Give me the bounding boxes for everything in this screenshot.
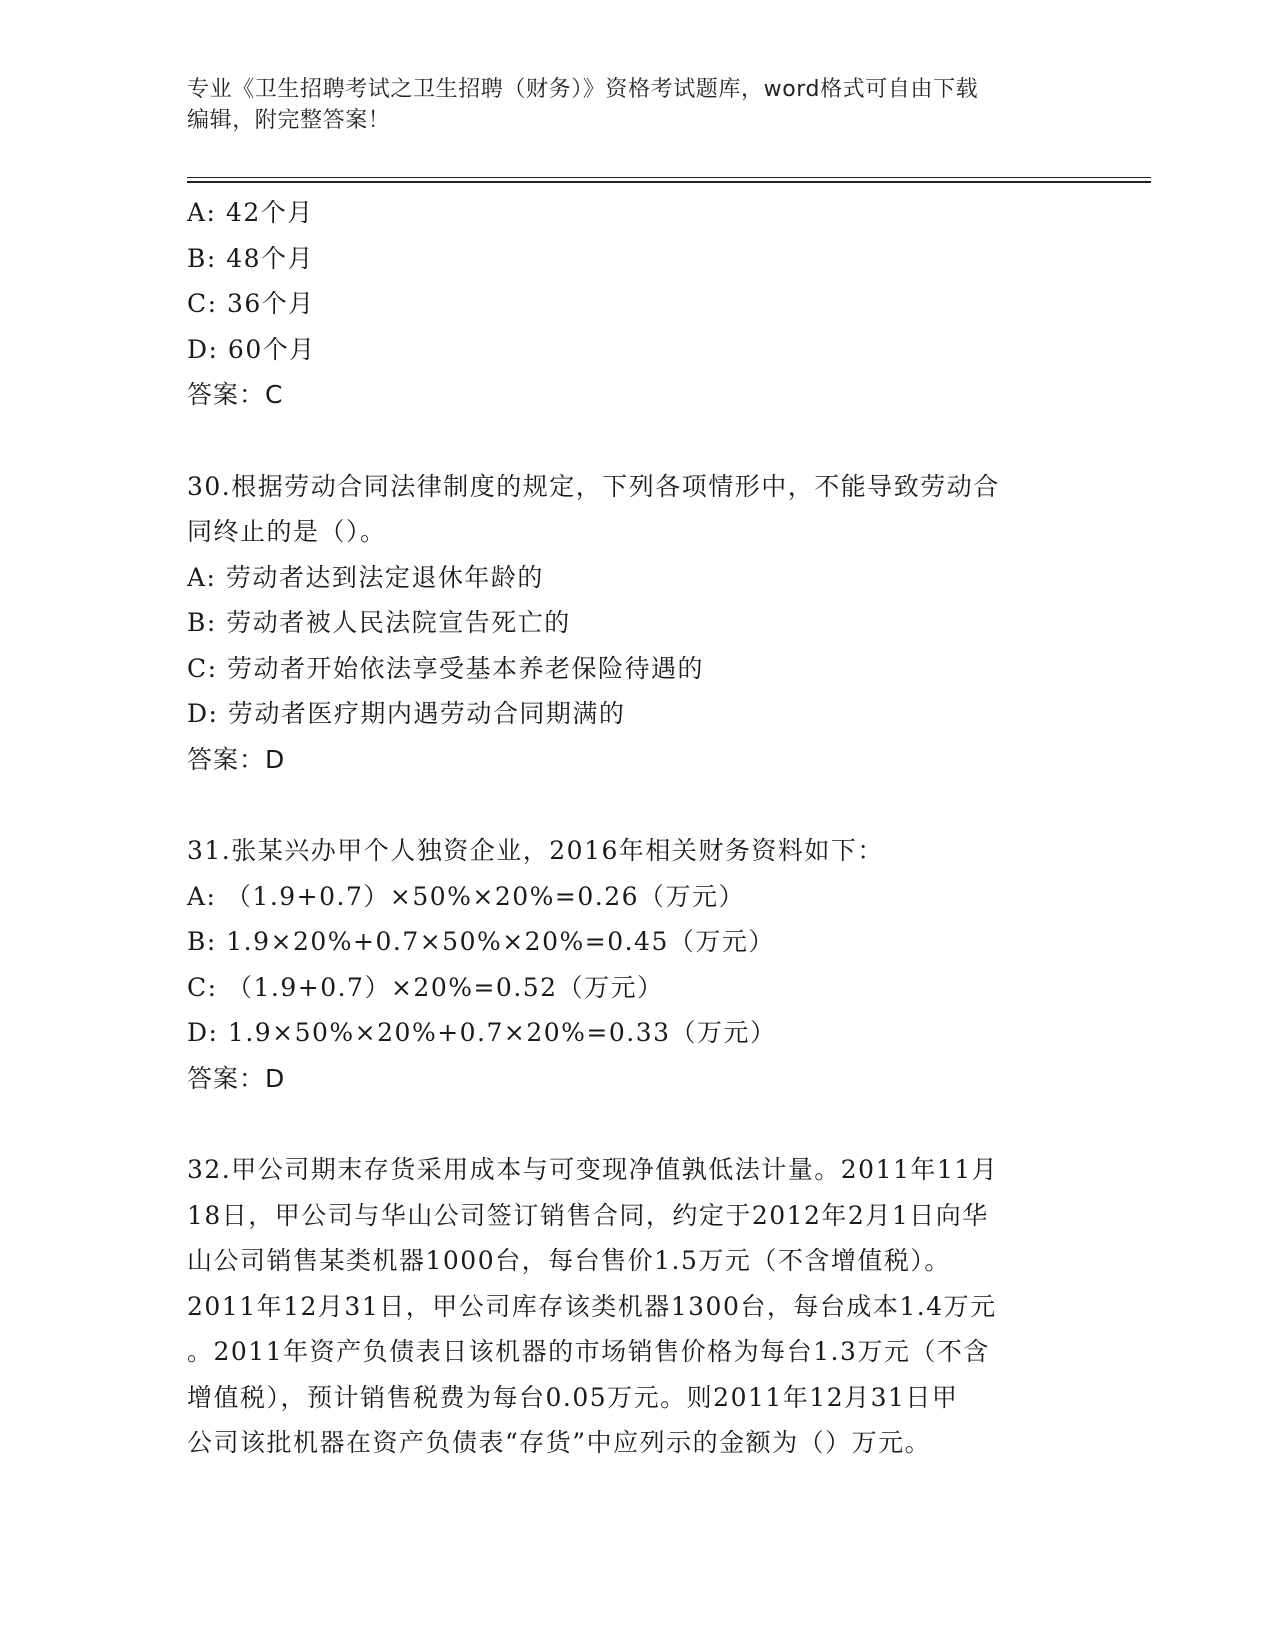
question-spacer [187,1101,1087,1147]
question-stem-line: 31.张某兴办甲个人独资企业，2016年相关财务资料如下： [187,836,884,865]
question-stem-line: 30.根据劳动合同法律制度的规定，下列各项情形中，不能导致劳动合 [187,471,1000,501]
document-header [187,74,1067,136]
question-30 [187,464,1087,783]
question-stem-line: 增值税），预计销售税费为每台0.05万元。则2011年12月31日甲 [187,1382,959,1412]
option-d: D: 劳动者医疗期内遇劳动合同期满的 [187,699,626,728]
question-stem-line: 18日，甲公司与华山公司签订销售合同，约定于2012年2月1日向华 [187,1200,989,1230]
question-spacer [187,782,1087,828]
option-b: B: 1.9×20%+0.7×50%×20%=0.45（万元） [187,927,775,956]
option-a: A: 42个月 [187,198,314,227]
answer-line: 答案：D [187,1063,286,1093]
option-c: C: 劳动者开始依法享受基本养老保险待遇的 [187,653,704,683]
answer-line: 答案：C [187,380,284,409]
question-stem-line: 2011年12月31日，甲公司库存该类机器1300台，每台成本1.4万元 [187,1291,997,1321]
question-29 [187,190,1087,418]
option-a: A: 劳动者达到法定退休年龄的 [187,562,544,592]
header-divider-thick [187,181,1151,183]
option-c: C: 36个月 [187,289,315,318]
question-spacer [187,418,1087,464]
question-list [187,190,1087,1466]
question-32 [187,1147,1087,1466]
option-a: A: （1.9+0.7）×50%×20%=0.26（万元） [187,881,746,911]
header-line-2: 编辑，附完整答案！ [187,108,391,133]
header-divider-thin [187,177,1151,178]
question-stem-line: 同终止的是（）。 [187,517,387,546]
question-stem-line: 。2011年资产负债表日该机器的市场销售价格为每台1.3万元（不含 [187,1337,990,1366]
option-c: C: （1.9+0.7）×20%=0.52（万元） [187,972,664,1002]
question-stem-line: 山公司销售某类机器1000台，每台售价1.5万元（不含增值税）。 [187,1246,951,1275]
question-31 [187,828,1087,1101]
option-d: D: 1.9×50%×20%+0.7×20%=0.33（万元） [187,1018,777,1047]
option-b: B: 48个月 [187,243,315,273]
option-d: D: 60个月 [187,334,316,364]
option-b: B: 劳动者被人民法院宣告死亡的 [187,608,571,637]
question-stem-line: 公司该批机器在资产负债表“存货”中应列示的金额为（）万元。 [187,1428,932,1457]
header-line-1: 专业《卫生招聘考试之卫生招聘（财务）》资格考试题库，word格式可自由下载 [187,77,979,102]
answer-line: 答案：D [187,744,286,774]
question-stem-line: 32.甲公司期末存货采用成本与可变现净值孰低法计量。2011年11月 [187,1155,999,1184]
